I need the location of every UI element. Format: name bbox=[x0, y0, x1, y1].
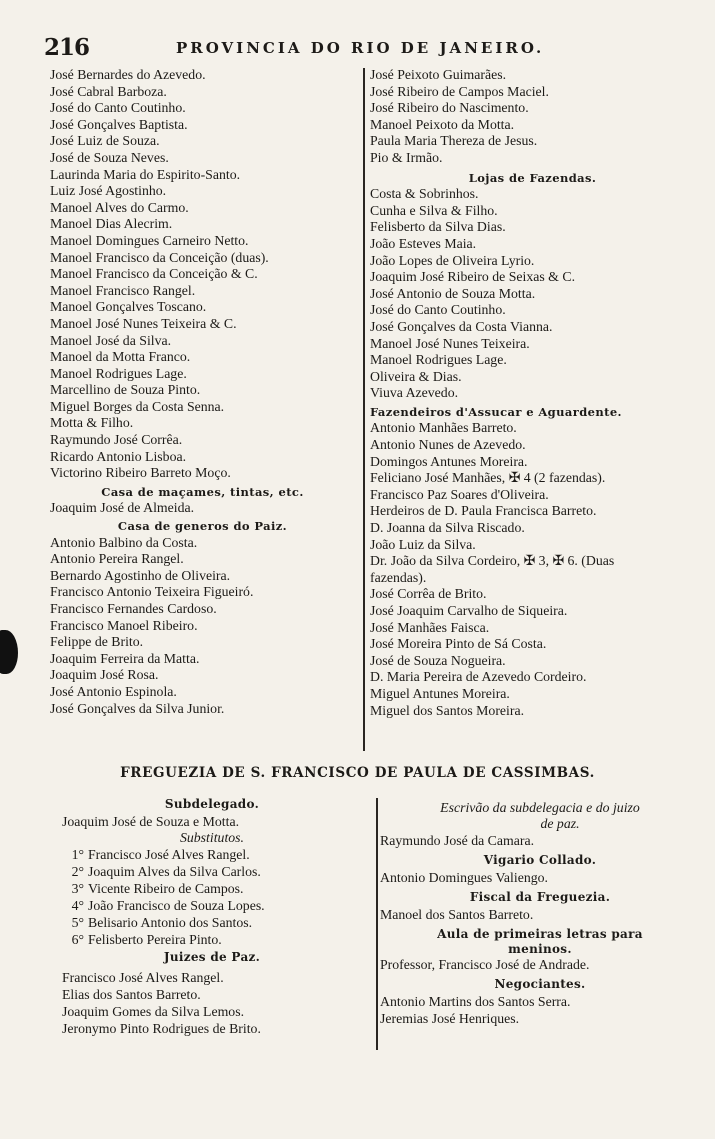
list-item: Francisco Antonio Teixeira Figueiró. bbox=[50, 584, 254, 600]
list-item: Paula Maria Thereza de Jesus. bbox=[370, 133, 538, 149]
list-item: José Ribeiro de Campos Maciel. bbox=[370, 83, 549, 99]
substituto-row bbox=[62, 914, 362, 931]
list-item: Antonio Manhães Barreto. bbox=[370, 420, 517, 436]
substituto-name: João Francisco de Souza Lopes. bbox=[88, 898, 265, 913]
escrivao-name: Raymundo José da Camara. bbox=[380, 833, 535, 848]
list-item: D. Joanna da Silva Riscado. bbox=[370, 520, 525, 536]
list-item: José Antonio de Souza Motta. bbox=[370, 285, 536, 301]
list-item: Manoel José Nunes Teixeira & C. bbox=[50, 315, 237, 331]
heading-vigario: Vigario Collado. bbox=[483, 853, 597, 867]
section-heading-fazendas: Lojas de Fazendas. bbox=[468, 170, 597, 185]
list-item: fazendas). bbox=[370, 569, 427, 585]
list-item: João Lopes de Oliveira Lyrio. bbox=[370, 252, 535, 268]
list-item: Oliveira & Dias. bbox=[370, 368, 462, 384]
list-item: Manoel Francisco Rangel. bbox=[50, 282, 196, 298]
list-item: Manoel Francisco da Conceição & C. bbox=[50, 266, 258, 282]
heading-substitutos: Substitutos. bbox=[179, 830, 244, 845]
list-item: D. Maria Pereira de Azevedo Cordeiro. bbox=[370, 669, 587, 685]
substituto-name: Felisberto Pereira Pinto. bbox=[88, 932, 222, 947]
list-item: José Moreira Pinto de Sá Costa. bbox=[370, 636, 547, 652]
list-item: Miguel Borges da Costa Senna. bbox=[50, 398, 225, 414]
freguezia-title: FREGUEZIA DE S. FRANCISCO DE PAULA DE CASSIMBAS. bbox=[120, 765, 595, 781]
ink-blot bbox=[0, 630, 18, 674]
list-item: José Gonçalves da Silva Junior. bbox=[50, 700, 225, 716]
substituto-name: Francisco José Alves Rangel. bbox=[88, 847, 250, 862]
list-item: Viuva Azevedo. bbox=[370, 385, 459, 401]
right-column bbox=[370, 67, 695, 719]
list-item: Manoel Francisco da Conceição (duas). bbox=[50, 249, 269, 265]
list-item: Costa & Sobrinhos. bbox=[370, 186, 479, 202]
list-item: José Cabral Barboza. bbox=[50, 83, 167, 99]
substituto-name: Joaquim Alves da Silva Carlos. bbox=[88, 864, 261, 879]
subdelegado-name: Joaquim José de Souza e Motta. bbox=[62, 814, 240, 829]
list-item: Manoel José da Silva. bbox=[50, 332, 172, 348]
list-item: Felisberto da Silva Dias. bbox=[370, 219, 506, 235]
ordinal: 2° bbox=[71, 864, 84, 879]
list-item: Feliciano José Manhães, ✠ 4 (2 fazendas). bbox=[370, 470, 606, 486]
list-item: Jeronymo Pinto Rodrigues de Brito. bbox=[62, 1021, 261, 1036]
ordinal: 4° bbox=[71, 898, 84, 913]
list-item: Joaquim José Ribeiro de Seixas & C. bbox=[370, 269, 576, 285]
list-item: Victorino Ribeiro Barreto Moço. bbox=[50, 465, 231, 481]
heading-subdelegado: Subdelegado. bbox=[164, 797, 260, 811]
list-item: Manoel Gonçalves Toscano. bbox=[50, 299, 207, 315]
list-item: José Bernardes do Azevedo. bbox=[50, 67, 206, 82]
ordinal: 6° bbox=[71, 932, 84, 947]
heading-aula-cont: meninos. bbox=[508, 942, 572, 956]
juizes-list bbox=[62, 969, 362, 1037]
list-item: Francisco Paz Soares d'Oliveira. bbox=[370, 486, 549, 502]
list-item: José Antonio Espinola. bbox=[50, 683, 177, 699]
name-list bbox=[50, 535, 355, 718]
freguezia-right-column bbox=[380, 800, 700, 1027]
substitutos-list bbox=[62, 846, 362, 948]
list-item: José do Canto Coutinho. bbox=[50, 100, 186, 116]
freguezia-left-column bbox=[62, 796, 362, 1037]
name-list bbox=[370, 420, 695, 719]
list-item: Domingos Antunes Moreira. bbox=[370, 453, 528, 469]
page-number: 216 bbox=[44, 34, 90, 61]
heading-escrivao-cont: de paz. bbox=[540, 816, 580, 831]
substituto-row bbox=[62, 846, 362, 863]
list-item: Luiz José Agostinho. bbox=[50, 183, 167, 199]
list-item: José Corrêa de Brito. bbox=[370, 586, 487, 602]
list-item: Manoel Rodrigues Lage. bbox=[50, 365, 187, 381]
section-heading-fazendeiros: Fazendeiros d'Assucar e Aguardente. bbox=[370, 404, 622, 419]
list-item: Bernardo Agostinho de Oliveira. bbox=[50, 567, 231, 583]
substituto-row bbox=[62, 931, 362, 948]
list-item: Ricardo Antonio Lisboa. bbox=[50, 448, 187, 464]
list-item: Antonio Nunes de Azevedo. bbox=[370, 437, 526, 453]
name-list bbox=[370, 67, 695, 167]
list-item: Francisco José Alves Rangel. bbox=[62, 970, 224, 985]
list-item: Manoel José Nunes Teixeira. bbox=[370, 335, 530, 351]
list-item: Cunha e Silva & Filho. bbox=[370, 202, 498, 218]
vigario-name: Antonio Domingues Valiengo. bbox=[380, 870, 548, 885]
heading-aula: Aula de primeiras letras para bbox=[437, 927, 643, 941]
substituto-row bbox=[62, 897, 362, 914]
list-item: Miguel dos Santos Moreira. bbox=[370, 702, 525, 718]
list-item: Raymundo José Corrêa. bbox=[50, 432, 183, 448]
list-item: Joaquim Ferreira da Matta. bbox=[50, 650, 200, 666]
list-item: Francisco Manoel Ribeiro. bbox=[50, 617, 198, 633]
ordinal: 1° bbox=[71, 847, 84, 862]
list-item: José Luiz de Souza. bbox=[50, 133, 160, 149]
left-column bbox=[50, 67, 355, 717]
list-item: João Esteves Maia. bbox=[370, 235, 477, 251]
list-item: Miguel Antunes Moreira. bbox=[370, 685, 510, 701]
ordinal: 3° bbox=[71, 881, 84, 896]
list-item: Antonio Martins dos Santos Serra. bbox=[380, 994, 571, 1009]
fiscal-name: Manoel dos Santos Barreto. bbox=[380, 907, 534, 922]
list-item: José Joaquim Carvalho de Siqueira. bbox=[370, 603, 568, 618]
list-item: Laurinda Maria do Espirito-Santo. bbox=[50, 166, 241, 182]
substituto-name: Belisario Antonio dos Santos. bbox=[88, 915, 253, 930]
page-header bbox=[44, 34, 564, 62]
page-title: PROVINCIA DO RIO DE JANEIRO. bbox=[176, 39, 545, 57]
section-heading-generos: Casa de generos do Paiz. bbox=[117, 519, 288, 534]
column-divider-lower bbox=[376, 798, 378, 1050]
name-list bbox=[50, 500, 355, 517]
list-item: José Gonçalves Baptista. bbox=[50, 116, 188, 132]
list-item: José Peixoto Guimarães. bbox=[370, 67, 507, 82]
list-item: José de Souza Neves. bbox=[50, 149, 169, 165]
negociantes-list bbox=[380, 993, 700, 1027]
list-item: Antonio Pereira Rangel. bbox=[50, 551, 184, 567]
section-heading-macames: Casa de maçames, tintas, etc. bbox=[101, 484, 304, 499]
substituto-row bbox=[62, 863, 362, 880]
list-item: Motta & Filho. bbox=[50, 415, 134, 431]
list-item: Felippe de Brito. bbox=[50, 634, 144, 650]
list-item: Antonio Balbino da Costa. bbox=[50, 534, 198, 550]
professor-name: Professor, Francisco José de Andrade. bbox=[380, 957, 590, 972]
name-list bbox=[370, 186, 695, 402]
heading-negociantes: Negociantes. bbox=[494, 977, 586, 991]
substituto-name: Vicente Ribeiro de Campos. bbox=[88, 881, 244, 896]
column-divider bbox=[363, 68, 365, 751]
substituto-row bbox=[62, 880, 362, 897]
heading-fiscal: Fiscal da Freguezia. bbox=[469, 890, 611, 904]
list-item: Jeremias José Henriques. bbox=[380, 1011, 520, 1026]
list-item: José de Souza Nogueira. bbox=[370, 652, 506, 668]
list-item: Joaquim José Rosa. bbox=[50, 667, 159, 683]
list-item: Manoel da Motta Franco. bbox=[50, 349, 191, 365]
list-item: Manoel Dias Alecrim. bbox=[50, 216, 173, 232]
list-item: Francisco Fernandes Cardoso. bbox=[50, 601, 217, 616]
list-item: Herdeiros de D. Paula Francisca Barreto. bbox=[370, 503, 597, 519]
heading-escrivao: Escrivão da subdelegacia e do juizo bbox=[440, 800, 640, 815]
list-item: Manoel Alves do Carmo. bbox=[50, 199, 189, 215]
list-item: Pio & Irmão. bbox=[370, 149, 443, 165]
list-item: Manoel Rodrigues Lage. bbox=[370, 352, 507, 368]
list-item: Manoel Domingues Carneiro Netto. bbox=[50, 232, 249, 248]
list-item: José Gonçalves da Costa Vianna. bbox=[370, 318, 553, 334]
list-item: José Manhães Faisca. bbox=[370, 619, 490, 635]
list-item: Marcellino de Souza Pinto. bbox=[50, 382, 201, 398]
list-item: Dr. João da Silva Cordeiro, ✠ 3, ✠ 6. (Duas bbox=[370, 553, 615, 569]
list-item: José Ribeiro do Nascimento. bbox=[370, 100, 529, 116]
heading-juizes: Juizes de Paz. bbox=[163, 950, 261, 964]
ordinal: 5° bbox=[71, 915, 84, 930]
list-item: Joaquim Gomes da Silva Lemos. bbox=[62, 1004, 245, 1019]
name-list bbox=[50, 67, 355, 482]
list-item: Joaquim José de Almeida. bbox=[50, 500, 195, 516]
list-item: João Luiz da Silva. bbox=[370, 536, 476, 552]
list-item: José do Canto Coutinho. bbox=[370, 302, 506, 318]
list-item: Elias dos Santos Barreto. bbox=[62, 987, 201, 1002]
list-item: Manoel Peixoto da Motta. bbox=[370, 116, 515, 132]
